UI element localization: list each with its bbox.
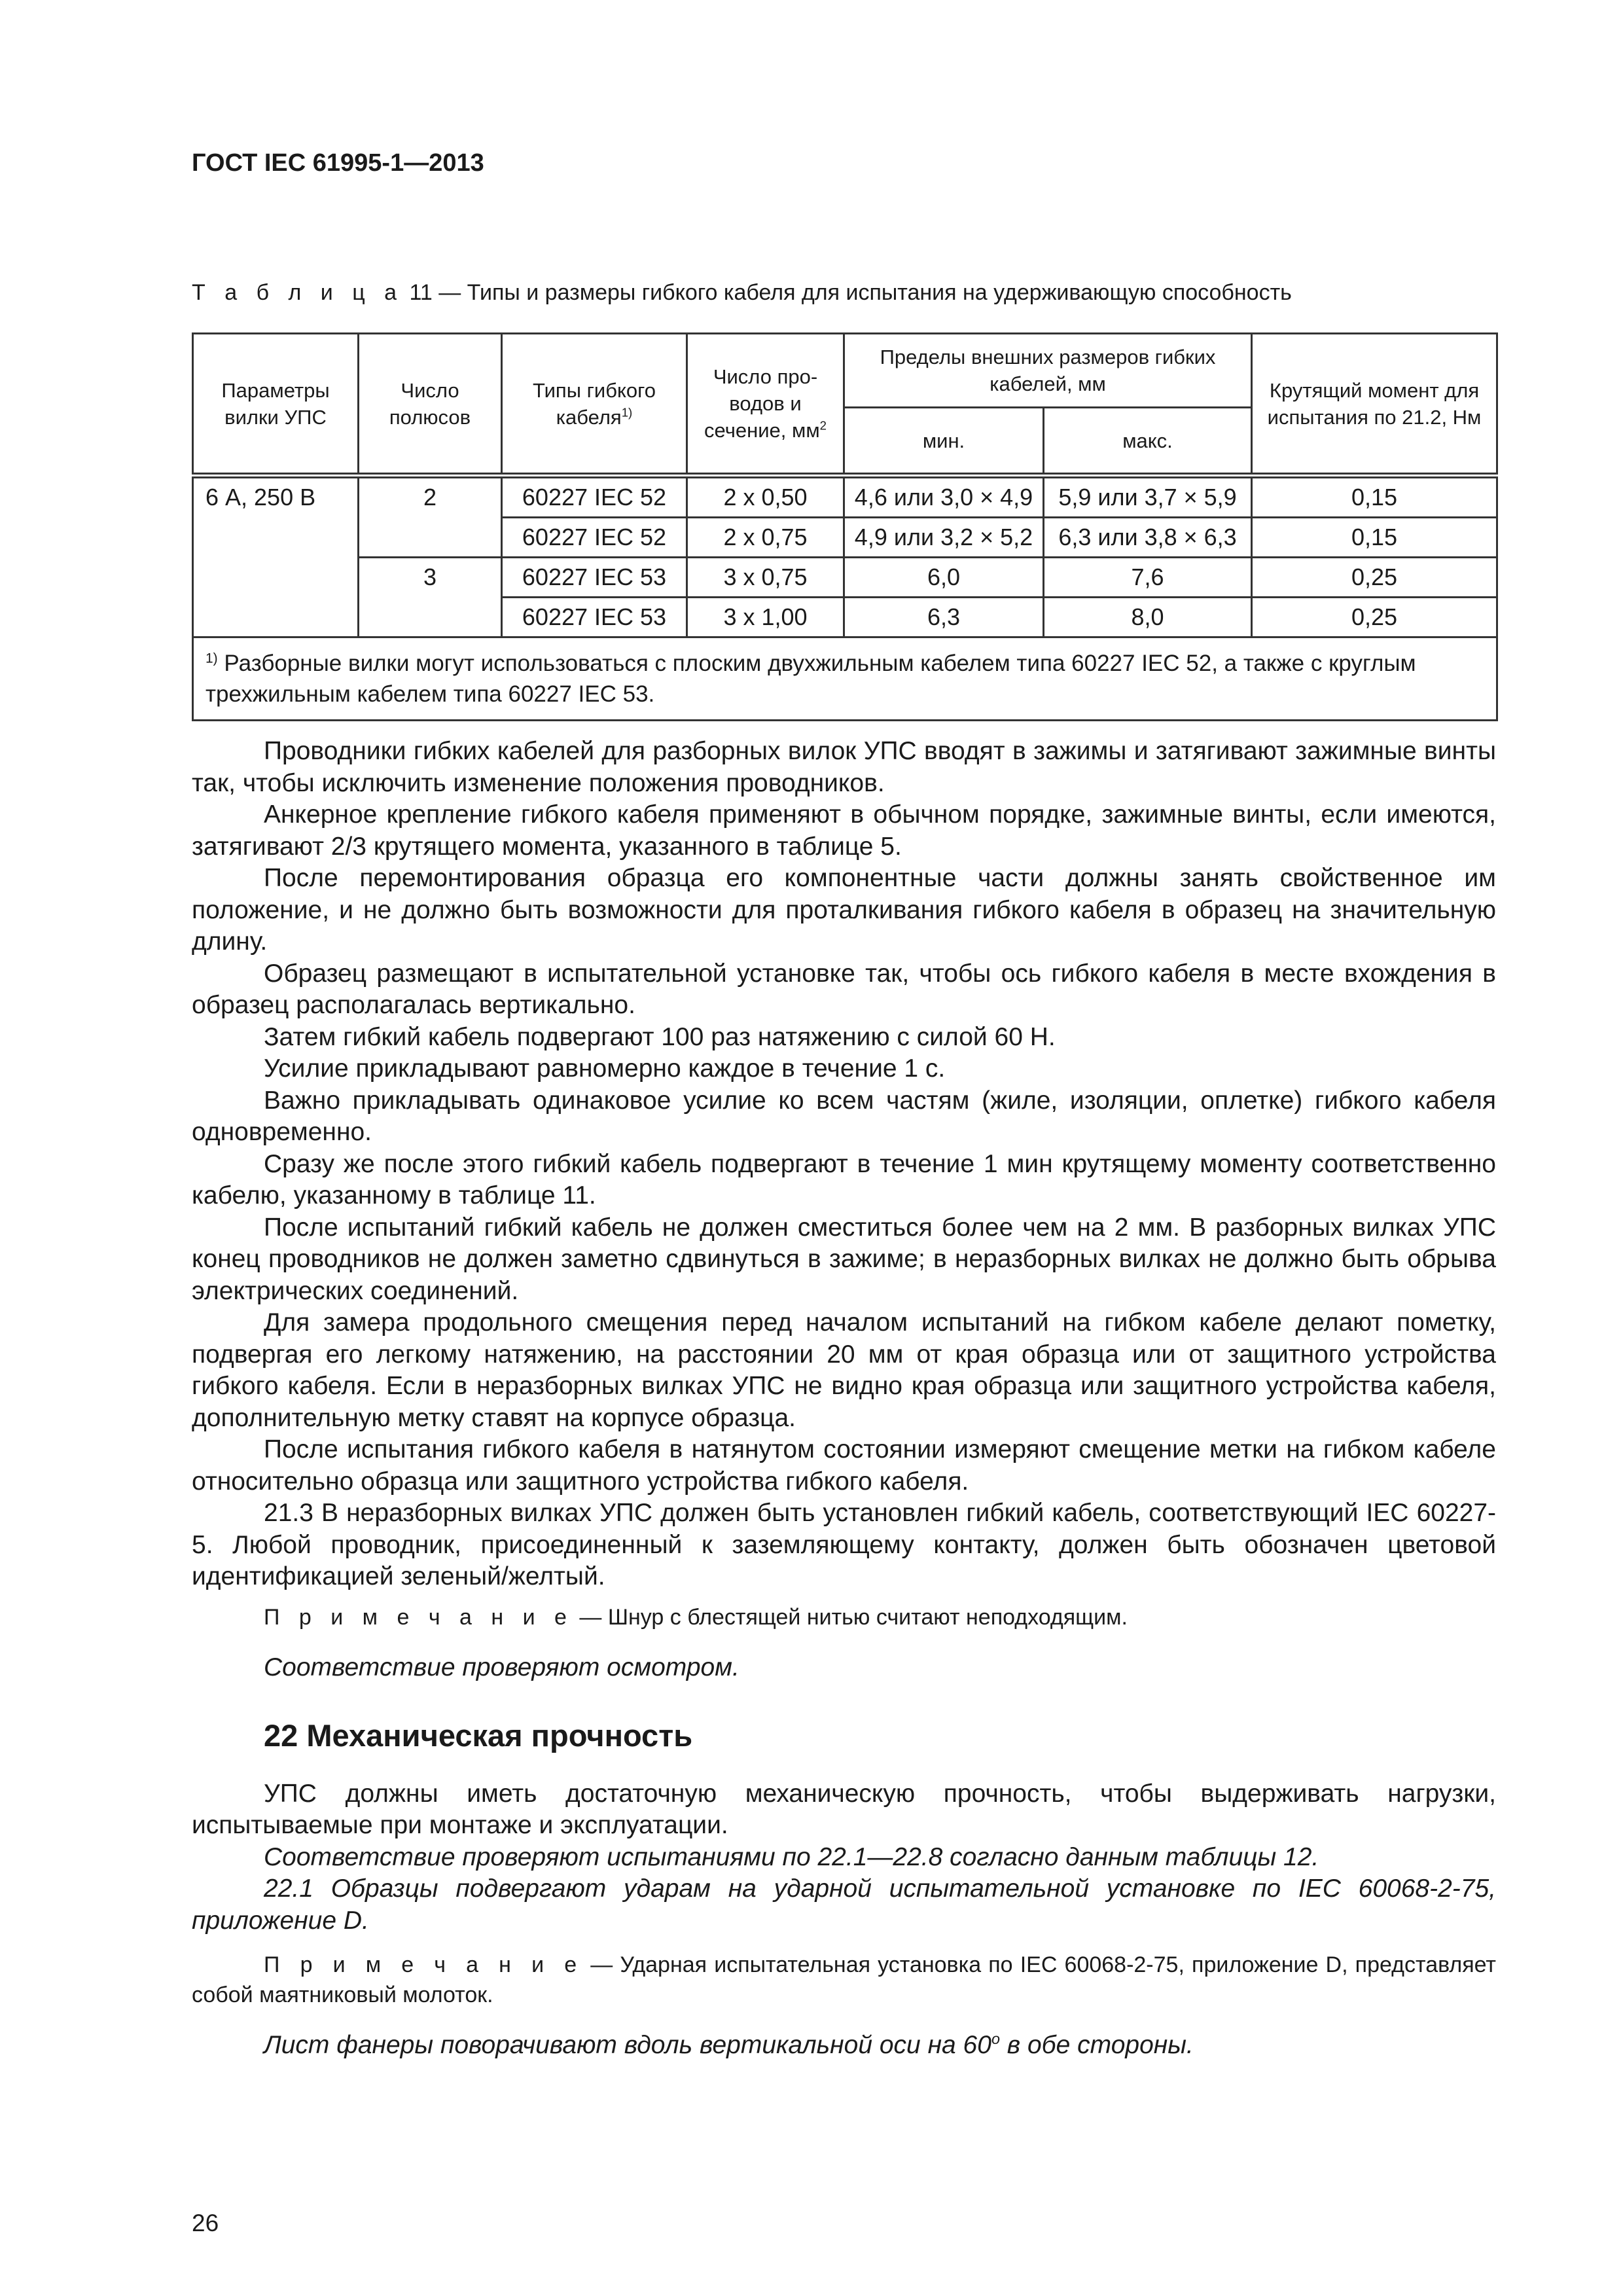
cell-min: 6,3 bbox=[844, 598, 1044, 637]
cell-cable-type: 60227 IEC 53 bbox=[502, 558, 687, 598]
table-row bbox=[193, 558, 1497, 598]
paragraph: После испытаний гибкий кабель не должен сместиться более чем на 2 мм. В разборных вилках УПС конец проводников не должен заметно сдвинуться в зажиме; в неразборных вилках не должно быть обрыва электрических соединений. bbox=[192, 1213, 1496, 1305]
page-number: 26 bbox=[192, 2210, 219, 2236]
table-caption-text: 11 — Типы и размеры гибкого кабеля для испытания на удерживающую способность bbox=[403, 280, 1292, 305]
cell-max: 8,0 bbox=[1044, 598, 1252, 637]
paragraph: Затем гибкий кабель подвергают 100 раз натяжению с силой 60 Н. bbox=[264, 1022, 1056, 1051]
header-poles: Число полюсов bbox=[359, 334, 502, 476]
header-cable-type: Типы гибкого кабеля$^{1)}$ bbox=[502, 334, 687, 476]
table-footnote: $^{1)}$ Разборные вилки могут использоваться с плоским двухжильным кабелем типа 60227 IEC 52, а также с круглым трехжильным кабелем типа 60227 IEC 53. bbox=[193, 637, 1497, 721]
cell-max: 6,3 или 3,8 × 6,3 bbox=[1044, 518, 1252, 558]
note-label: П р и м е ч а н и е bbox=[264, 1604, 573, 1630]
paragraph: Сразу же после этого гибкий кабель подвергают в течение 1 мин крутящему моменту соответственно кабелю, указанному в таблице 11. bbox=[192, 1149, 1496, 1210]
header-wires: Число про-водов и сечение, $мм^2$ bbox=[687, 334, 844, 476]
note: П р и м е ч а н и е — Ударная испытательная установка по IEC 60068-2-75, приложение D, представляет собой маятниковый молоток. bbox=[192, 1952, 1496, 2007]
cell-torque: 0,25 bbox=[1252, 558, 1497, 598]
cell-torque: 0,15 bbox=[1252, 518, 1497, 558]
table-row bbox=[193, 476, 1497, 518]
cell-wires: 2 x 0,75 bbox=[687, 518, 844, 558]
cell-max: 7,6 bbox=[1044, 558, 1252, 598]
paragraph: УПС должны иметь достаточную механическую прочность, чтобы выдерживать нагрузки, испытываемые при монтаже и эксплуатации. bbox=[192, 1779, 1496, 1839]
cell-plug-params: 6 А, 250 В bbox=[193, 476, 359, 637]
cell-torque: 0,25 bbox=[1252, 598, 1497, 637]
paragraph: Усилие прикладывают равномерно каждое в течение 1 с. bbox=[264, 1054, 946, 1083]
paragraph: Анкерное крепление гибкого кабеля применяют в обычном порядке, зажимные винты, если имеются, затягивают 2/3 крутящего момента, указанного в таблице 5. bbox=[192, 800, 1496, 861]
cell-cable-type: 60227 IEC 53 bbox=[502, 598, 687, 637]
header-torque: Крутящий момент для испытания по 21.2, Нм bbox=[1252, 334, 1497, 476]
document-header: ГОСТ IEC 61995-1—2013 bbox=[192, 149, 484, 177]
note: П р и м е ч а н и е — Шнур с блестящей нитью считают неподходящим. bbox=[264, 1604, 1128, 1630]
cell-wires: 3 x 1,00 bbox=[687, 598, 844, 637]
header-size-limits: Пределы внешних размеров гибких кабелей, мм bbox=[844, 334, 1252, 408]
cell-cable-type: 60227 IEC 52 bbox=[502, 476, 687, 518]
paragraph: Для замера продольного смещения перед началом испытаний на гибком кабеле делают пометку, подвергая его легкому натяжению, на расстоянии 20 мм от края образца или от защитного устройства гибкого кабеля. Если в неразборных вилках УПС не видно края образца или защитного устройства кабеля, дополнительную метку ставят на корпусе образца. bbox=[192, 1308, 1496, 1432]
paragraph: Образец размещают в испытательной установке так, чтобы ось гибкого кабеля в месте вхождения в образец располагалась вертикально. bbox=[192, 959, 1496, 1019]
compliance-statement: Соответствие проверяют осмотром. bbox=[264, 1653, 740, 1681]
cell-poles: 3 bbox=[359, 558, 502, 637]
paragraph: После перемонтирования образца его компонентные части должны занять свойственное им положение, и не должно быть возможности для проталкивания гибкого кабеля в образец на значительную длину. bbox=[192, 864, 1496, 956]
cell-min: 4,9 или 3,2 × 5,2 bbox=[844, 518, 1044, 558]
paragraph: После испытания гибкого кабеля в натянутом состоянии измеряют смещение метки на гибком кабеле относительно образца или защитного устройства гибкого кабеля. bbox=[192, 1435, 1496, 1496]
section-heading: 22 Механическая прочность bbox=[264, 1718, 693, 1753]
cell-max: 5,9 или 3,7 × 5,9 bbox=[1044, 476, 1252, 518]
cell-torque: 0,15 bbox=[1252, 476, 1497, 518]
header-plug-params: Параметры вилки УПС bbox=[193, 334, 359, 476]
paragraph: Проводники гибких кабелей для разборных вилок УПС вводят в зажимы и затягивают зажимные винты так, чтобы исключить изменение положения проводников. bbox=[192, 737, 1496, 797]
cell-wires: 2 x 0,50 bbox=[687, 476, 844, 518]
cell-cable-type: 60227 IEC 52 bbox=[502, 518, 687, 558]
cell-wires: 3 x 0,75 bbox=[687, 558, 844, 598]
table-caption-label: Т а б л и ц а bbox=[192, 280, 404, 305]
cell-min: 4,6 или 3,0 × 4,9 bbox=[844, 476, 1044, 518]
paragraph: Лист фанеры поворачивают вдоль вертикальной оси на 60$^o$ в обе стороны. bbox=[264, 2030, 1194, 2059]
body-text bbox=[192, 736, 1496, 2062]
note-label: П р и м е ч а н и е bbox=[264, 1952, 584, 1977]
header-max: макс. bbox=[1044, 408, 1252, 476]
compliance-statement: Соответствие проверяют испытаниями по 22.1—22.8 согласно данным таблицы 12. bbox=[264, 1842, 1319, 1871]
paragraph: 22.1 Образцы подвергают ударам на ударной испытательной установке по IEC 60068-2-75, приложение D. bbox=[192, 1874, 1496, 1935]
paragraph: Важно прикладывать одинаковое усилие ко всем частям (жиле, изоляции, оплетке) гибкого кабеля одновременно. bbox=[192, 1086, 1496, 1146]
cell-min: 6,0 bbox=[844, 558, 1044, 598]
table-caption bbox=[192, 280, 1292, 306]
header-min: мин. bbox=[844, 408, 1044, 476]
cable-table bbox=[192, 332, 1498, 721]
paragraph: 21.3 В неразборных вилках УПС должен быть установлен гибкий кабель, соответствующий IEC 60227-5. Любой проводник, присоединенный к заземляющему контакту, должен быть обозначен цветовой идентификацией зеленый/желтый. bbox=[192, 1499, 1496, 1590]
cell-poles: 2 bbox=[359, 476, 502, 558]
